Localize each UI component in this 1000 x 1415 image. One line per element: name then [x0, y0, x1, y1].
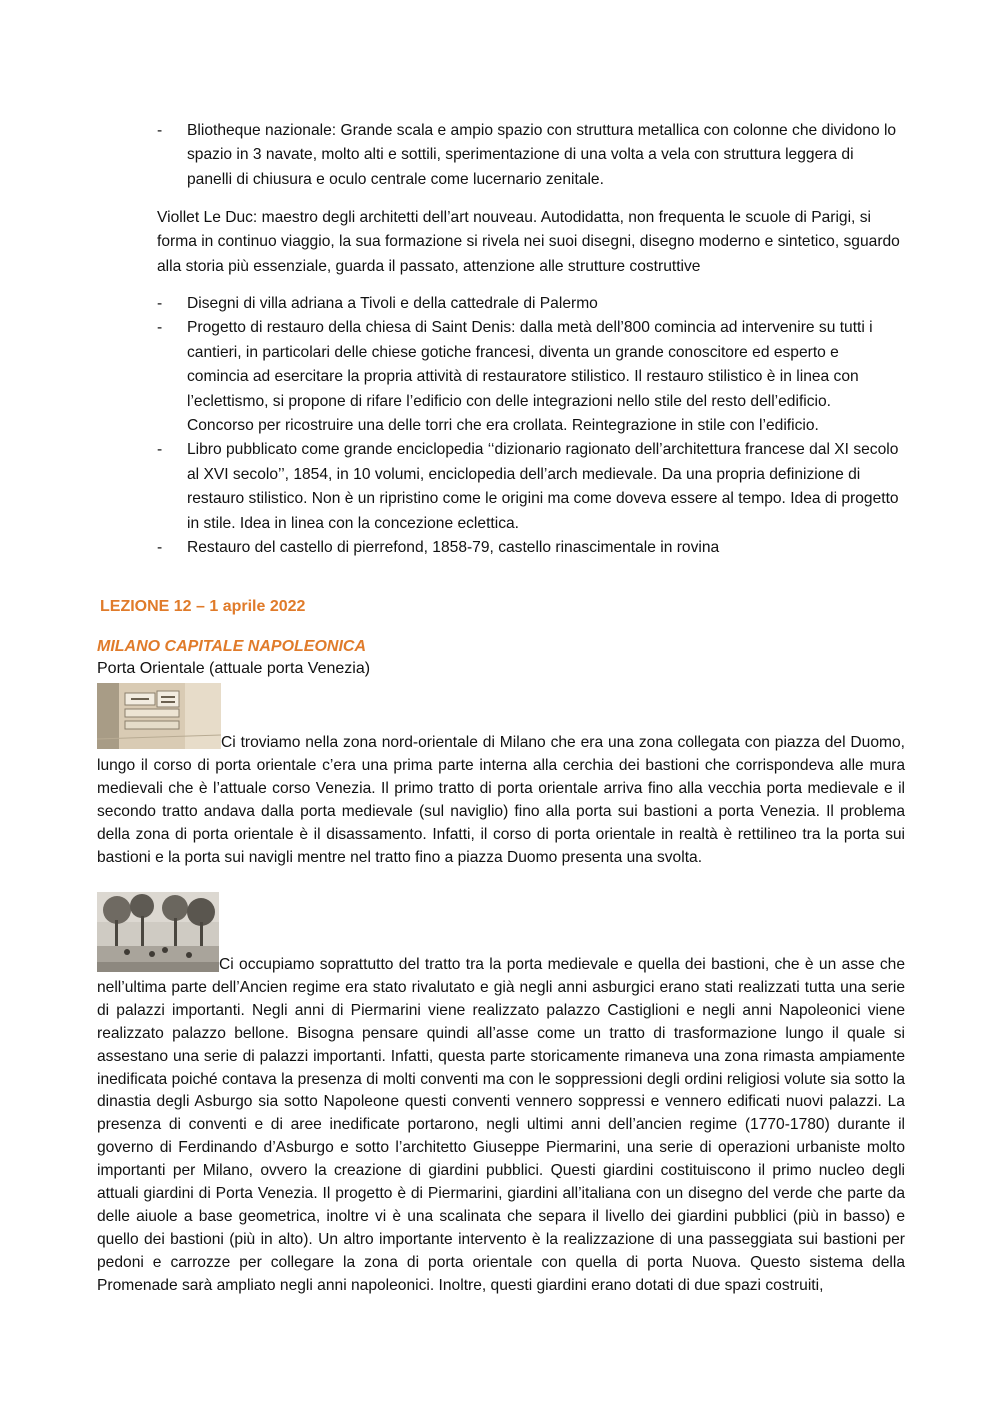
list-item-text: Libro pubblicato come grande enciclopedia ‘‘dizionario ragionato dell’architettura francese dal XI secolo al XVI secolo’’, 1854, in 10 volumi, enciclopedia dell’arch medievale. Da una propria definizione di restauro stilistico. Non è un ripristino come le origini ma come doveva essere al tempo. Idea di progetto in stile. Idea in linea con la concezione eclettica.: [187, 441, 899, 532]
list-item: [157, 316, 902, 438]
section-title: MILANO CAPITALE NAPOLEONICA: [97, 638, 367, 655]
bullet-dash: -: [157, 295, 163, 312]
bullet-list-bibliotheque: [157, 119, 902, 192]
giardini-paragraph: Ci occupiamo soprattutto del tratto tra la porta medievale e quella dei bastioni, che è un asse che nell’ultima parte dell’Ancien regime era stato rivalutato e già negli anni asburgici erano stati realizzati tutta una serie di palazzi importanti. Negli anni di Piermarini viene realizzato palazzo Castiglioni e negli anni Napoleonici viene realizzato palazzo bellone. Bisogna pensare quindi all’asse come un tratto di trasformazione lungo il quale si assestano una serie di palazzi importanti. Infatti, questa parte storicamente rimaneva una zona rimasta ampiamente inedificata poiché contava la presenza di molti conventi ma con le soppressioni degli ordini religiosi volute sia sotto la dinastia degli Asburgo sia sotto Napoleone questi conventi vennero soppressi e vennero edificati nuovi palazzi. La presenza di conventi e di aree inedificate portarono, negli ultimi anni dell’ancien regime (1770-1780) durante il governo di Ferdinando d’Asburgo e sotto l’architetto Giuseppe Piermarini, una serie di operazioni urbaniste molto importanti per Milano, ovvero la creazione di giardini pubblici. Questi giardini costituiscono il primo nucleo degli attuali giardini di Porta Venezia. Il progetto è di Piermarini, giardini all’italiana con un disegno del verde che parte da delle aiuole a base geometrica, inoltre vi è una scalinata che separa il livello dei giardini pubblici (più in basso) e quello dei bastioni (più in alto). Un altro importante intervento è la realizzazione di una passeggiata sui bastioni per pedoni e carrozze per collegare la zona di porta orientale con quella di porta Nuova. Questo sistema della Promenade sarà ampliato negli anni napoleonici. Inoltre, questi giardini erano dotati di due spazi costruiti,: [97, 956, 905, 1294]
bullet-dash: -: [157, 539, 163, 557]
bullet-dash: -: [157, 319, 163, 337]
subtitle: Porta Orientale (attuale porta Venezia): [97, 660, 371, 677]
bullet-list-viollet: [157, 292, 902, 560]
list-item: [157, 119, 902, 192]
lesson-heading: LEZIONE 12 – 1 aprile 2022: [100, 598, 306, 615]
list-item-text: Disegni di villa adriana a Tivoli e della cattedrale di Palermo: [187, 295, 598, 312]
list-item: [157, 536, 902, 560]
list-item: [157, 292, 902, 316]
bullet-dash: -: [157, 441, 163, 459]
list-item: [157, 438, 902, 536]
list-item-text: Restauro del castello di pierrefond, 1858-79, castello rinascimentale in rovina: [187, 539, 720, 557]
list-item-text: Bliotheque nazionale: Grande scala e ampio spazio con struttura metallica con colonne che dividono lo spazio in 3 navate, molto alti e sottili, sperimentazione di una volta a vela con struttura leggera di panelli di chiusura e oculo centrale come lucernario zenitale.: [187, 122, 897, 188]
viollet-le-duc-paragraph: Viollet Le Duc: maestro degli architetti dell’art nouveau. Autodidatta, non frequenta le scuole di Parigi, si forma in continuo viaggio, la sua formazione si rivela nei suoi disegni, disegno moderno e sintetico, sguardo alla storia più essenziale, guarda il passato, attenzione alle strutture costruttive: [157, 209, 900, 275]
bullet-dash: -: [157, 122, 163, 139]
porta-orientale-paragraph: Ci troviamo nella zona nord-orientale di Milano che era una zona collegata con piazza del Duomo, lungo il corso di porta orientale c’era una prima parte interna alla cerchia dei bastioni che corrispondeva alle mura medievali che è l’attuale corso Venezia. Il primo tratto di porta orientale arriva fino alla vecchia porta medievale e il secondo tratto andava dalla porta medievale (sul naviglio) fino alla porta sui bastioni a porta Venezia. Il problema della zona di porta orientale è il disassamento. Infatti, il corso di porta orientale in realtà è rettilineo tra la porta sui bastioni e la porta sui navigli mentre nel tratto fino a piazza Duomo presenta una svolta.: [97, 734, 905, 866]
list-item-text: Progetto di restauro della chiesa di Saint Denis: dalla metà dell’800 comincia ad intervenire su tutti i cantieri, in particolari delle chiese gotiche francesi, diventa un grande conoscitore ed esperto e comincia ad esercitare la propria attività di restauratore stilistico. Il restauro stilistico è in linea con l’eclettismo, si propone di rifare l’edificio con delle integrazioni nello stile del resto dell’edificio. Concorso per ricostruire una delle torri che era crollata. Reintegrazione in stile con l’edificio.: [187, 319, 873, 435]
